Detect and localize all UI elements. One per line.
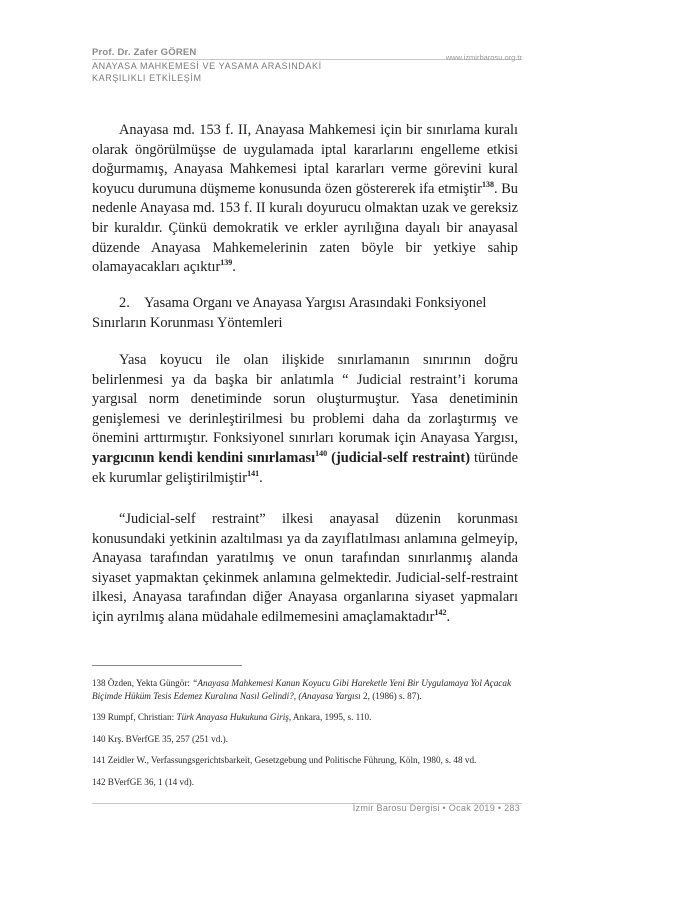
header-author: Prof. Dr. Zafer GÖREN <box>92 47 197 58</box>
footnote-142 <box>92 776 518 789</box>
footnote-rest: 2, (1986) s. 87). <box>360 690 422 701</box>
section-heading: 2. Yasama Organı ve Anayasa Yargısı Arasındaki Fonksiyonel Sınırların Korunması Yöntemleri <box>92 295 487 331</box>
paragraph-4-text: “Judicial-self restraint” ilkesi anayasal düzenin korunması konusundaki yetkinin azaltılması ya da zayıflatılması anlamına gelmeyip, Anayasa tarafından yaratılmış ve onun tarafından sınırlanmış alanda siyaset yapmaktan çekinmek anlamına gelmektedir. Judicial-self-restraint ilkesi, Anayasa tarafından diğer Anayasa organlarına siyaset yapmaları için ayrılmış alana müdahale edilmemesini amaçlamaktadır <box>92 511 518 625</box>
footnote-139 <box>92 711 518 724</box>
footnote-ref-140[interactable]: 140 <box>315 449 328 459</box>
footnote-number: 140 <box>92 733 106 744</box>
header-title-line1: ANAYASA MAHKEMESİ VE YASAMA ARASINDAKİ <box>92 61 322 71</box>
footnote-text: BVerfGE 36, 1 (14 vd). <box>107 776 195 787</box>
footnote-author: Rumpf, Christian: <box>107 712 177 722</box>
footnote-ref-142[interactable]: 142 <box>434 608 447 618</box>
paragraph-3-bold-a: yargıcının kendi kendini sınırlaması <box>92 449 316 466</box>
footnote-number: 138 <box>92 678 106 688</box>
footnote-author: Özden, Yekta Güngör: <box>107 678 193 688</box>
footnote-140 <box>92 733 518 746</box>
paragraph-1: Anayasa md. 153 f. II, Anayasa Mahkemesi için bir sınırlama kuralı olarak öngörülmüşse de uygulamada iptal kararlarını engelleme etkisi doğurmamış, Anayasa Mahkemesi iptal kararları verme görevini kural koyucu durumuna düşmeme konusunda özen göstererek ifa etmiştir$^{138}$. Bu nedenle Anayasa md. 153 f. II kuralı doyurucu olmaktan uzak ve gereksiz bir kuraldır. Çünkü demokratik ve erkler ayrılığına dayalı bir anayasal düzende Anayasa Mahkemelerinin zaten böyle bir yetkiye sahip olamayacakları açıktır$^{139}$. <box>92 122 518 276</box>
footnote-ref-138[interactable]: 138 <box>481 179 494 189</box>
footnote-number: 141 <box>92 755 106 765</box>
footnote-138 <box>92 677 518 702</box>
page-footer: İzmir Barosu Dergisi • Ocak 2019 • 283 <box>352 803 520 813</box>
paragraph-4: “Judicial-self restraint” ilkesi anayasal düzenin korunması konusundaki yetkinin azaltılması ya da zayıflatılması anlamına gelmeyip, Anayasa tarafından yaratılmış ve onun tarafından sınırlanmış alanda siyaset yapmaktan çekinmek anlamına gelmektedir. Judicial-self-restraint ilkesi, Anayasa tarafından diğer Anayasa organlarına siyaset yapmaları için ayrılmış alana müdahale edilmemesini amaçlamaktadır$^{142}$. <box>92 511 518 625</box>
footnote-text: Zeidler W., Verfassungsgerichtsbarkeit, Gesetzgebung und Politische Führung, Köln, 1980, s. 48 vd. <box>107 755 477 765</box>
footnote-title: Türk Anayasa Hukukuna Giriş <box>176 712 289 722</box>
paragraph-3-text-a: Yasa koyucu ile olan ilişkide sınırlamanın sınırının doğru belirlenmesi ya da başka bir anlatımla “ Judicial restraint’i koruma yargısal norm denetiminde sorun oluşturmuştur. Yasa denetiminin genişlemesi ve derinleştirilmesi bu problemi daha da zorlaştırmış ve önemini arttırmıştır. Fonksiyonel sınırları korumak için Anayasa Yargısı, <box>92 352 518 447</box>
paragraph-2-text: Bu nedenle Anayasa md. 153 f. II kuralı doyurucu olmaktan uzak ve gereksiz bir kuraldır. Çünkü demokratik ve erkler ayrılığına dayalı bir anayasal düzende Anayasa Mahkemelerinin zaten böyle bir yetkiye sahip olamayacakları açıktır <box>92 180 518 276</box>
header-title-line2: KARŞILIKLI ETKİLEŞİM <box>92 73 202 83</box>
footnote-text: Krş. BVerfGE 35, 257 (251 vd.). <box>107 733 228 744</box>
footnote-title: “Anayasa Mahkemesi Kanun Koyucu Gibi Hareketle Yeni Bir Uygulamaya Yol Açacak Biçimde Hüküm Tesis Edemez Kuralına Nasıl Gelindi?, (Anayasa Yargısı <box>92 678 512 701</box>
footnote-141 <box>92 754 518 767</box>
paragraph-3-bold-b: (judicial-self restraint) <box>327 449 471 466</box>
paragraph-3: Yasa koyucu ile olan ilişkide sınırlamanın sınırının doğru belirlenmesi ya da başka bir anlatımla “ Judicial restraint’i koruma yargısal norm denetiminde sorun oluşturmuştur. Yasa denetiminin genişlemesi ve derinleştirilmesi bu problemi daha da zorlaştırmış ve önemini arttırmıştır. Fonksiyonel sınırları korumak için Anayasa Yargısı, yargıcının kendi kendini sınırlaması$^{140}$ (judicial-self restraint) türünde ek kurumlar geliştirilmiştir$^{141}$. <box>92 352 518 486</box>
footnote-divider <box>92 665 242 666</box>
footnotes <box>92 677 518 797</box>
footnote-ref-141[interactable]: 141 <box>247 468 260 478</box>
footnote-ref-139[interactable]: 139 <box>220 258 233 268</box>
footnote-number: 139 <box>92 712 106 722</box>
footnote-rest: , Ankara, 1995, s. 110. <box>288 712 372 722</box>
paragraph-1-text: Anayasa md. 153 f. II, Anayasa Mahkemesi için bir sınırlama kuralı olarak öngörülmüşse de uygulamada iptal kararlarını engelleme etkisi doğurmamış, Anayasa Mahkemesi iptal kararları verme görevini kural koyucu durumuna düşmeme konusunda özen göstererek ifa etmiştir <box>92 122 518 197</box>
footnote-number: 142 <box>92 776 106 787</box>
header-url: www.izmirbarosu.org.tr <box>445 53 522 62</box>
paragraph-3-text-b: türünde ek kurumlar geliştirilmiştir <box>92 449 518 486</box>
